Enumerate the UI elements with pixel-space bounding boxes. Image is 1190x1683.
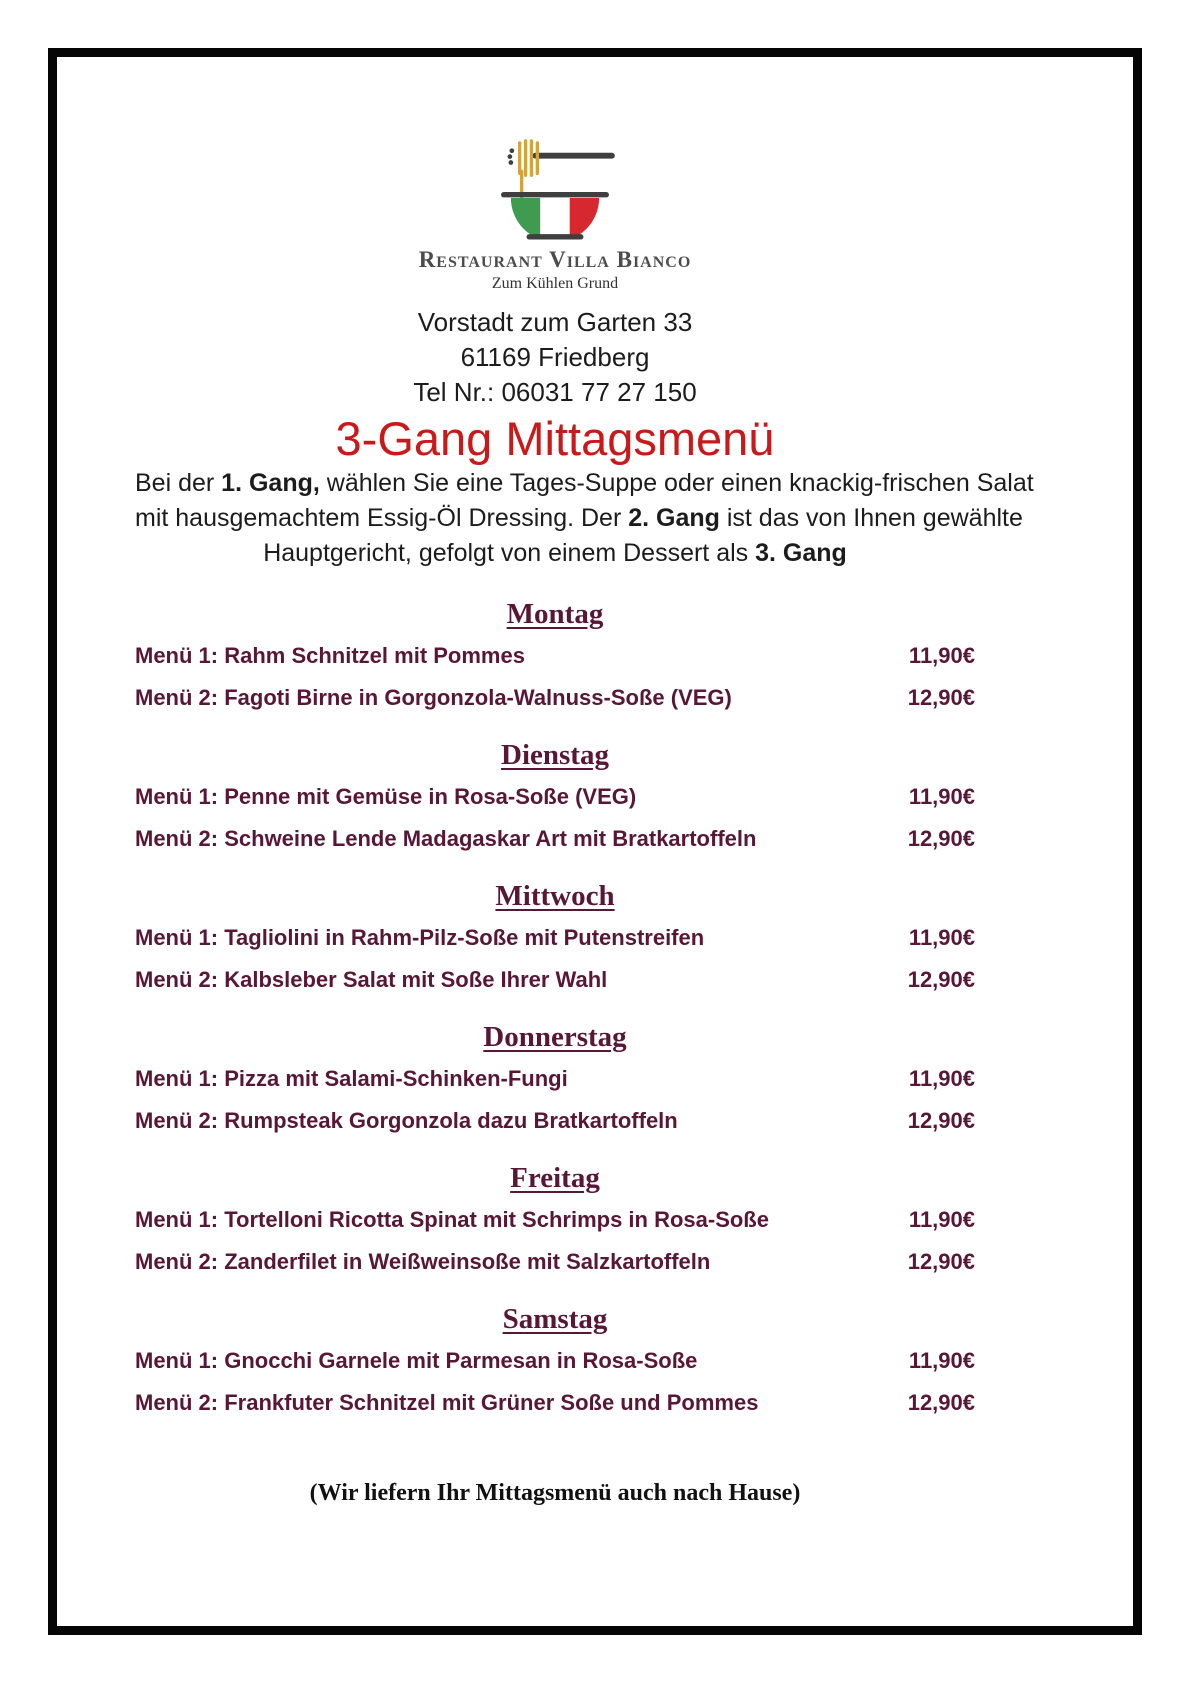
day-heading: Samstag <box>502 1303 608 1335</box>
menu-item-price: 11,90€ <box>908 1348 975 1373</box>
menu-item-price: 12,90€ <box>907 1390 975 1415</box>
intro-segment: Bei der <box>135 469 222 497</box>
menu-item-row <box>135 917 975 959</box>
menu-item-row <box>135 1382 975 1424</box>
menu-item-row <box>135 1058 975 1100</box>
menu-item-price: 12,90€ <box>907 826 975 851</box>
menu-item-price: 11,90€ <box>908 925 975 950</box>
intro-line <box>135 501 1023 536</box>
menu-item-price: 11,90€ <box>908 784 975 809</box>
address-street: Vorstadt zum Garten 33 <box>417 307 693 337</box>
day-heading: Mittwoch <box>495 880 615 912</box>
menu-content <box>135 0 1034 1507</box>
day-section <box>135 1299 975 1424</box>
menu-item-row <box>135 635 975 677</box>
intro-segment: ist das von Ihnen gewählte <box>719 504 1023 532</box>
restaurant-tagline: Zum Kühlen Grund <box>491 275 619 292</box>
day-heading: Freitag <box>510 1162 600 1194</box>
address-block <box>135 305 975 410</box>
menu-days <box>135 594 975 1424</box>
intro-segment: Hauptgericht, gefolgt von einem Dessert als <box>263 539 756 567</box>
menu-item-row <box>135 818 975 860</box>
menu-item-label: Menü 2: Fagoti Birne in Gorgonzola-Walnuss-Soße (VEG) <box>135 685 732 710</box>
menu-item-price: 11,90€ <box>908 1066 975 1091</box>
intro-line <box>135 466 1034 501</box>
intro-line <box>135 536 975 571</box>
menu-item-row <box>135 1100 975 1142</box>
menu-item-label: Menü 1: Penne mit Gemüse in Rosa-Soße (VEG) <box>135 784 637 809</box>
phone-number: Tel Nr.: 06031 77 27 150 <box>413 377 697 407</box>
menu-item-row <box>135 677 975 719</box>
day-heading: Donnerstag <box>483 1021 627 1053</box>
day-section <box>135 1017 975 1142</box>
menu-item-label: Menü 1: Pizza mit Salami-Schinken-Fungi <box>135 1066 568 1091</box>
intro-bold-segment: 1. Gang, <box>221 469 320 497</box>
menu-item-row <box>135 1199 975 1241</box>
menu-item-label: Menü 2: Zanderfilet in Weißweinsoße mit Salzkartoffeln <box>135 1249 711 1274</box>
restaurant-name: Restaurant Villa Bianco <box>418 247 692 272</box>
pasta-bowl-icon <box>480 138 630 241</box>
menu-item-price: 11,90€ <box>908 1207 975 1232</box>
menu-item-row <box>135 959 975 1001</box>
menu-item-label: Menü 2: Kalbsleber Salat mit Soße Ihrer Wahl <box>135 967 608 992</box>
day-section <box>135 876 975 1001</box>
day-heading: Dienstag <box>501 739 609 771</box>
menu-item-label: Menü 2: Schweine Lende Madagaskar Art mit Bratkartoffeln <box>135 826 757 851</box>
page-title: 3-Gang Mittagsmenü <box>335 412 775 465</box>
day-heading: Montag <box>506 598 604 630</box>
menu-item-row <box>135 776 975 818</box>
intro-bold-segment: 3. Gang <box>755 539 847 567</box>
delivery-note: (Wir liefern Ihr Mittagsmenü auch nach Hause) <box>309 1480 801 1506</box>
intro-segment: wählen Sie eine Tages-Suppe oder einen knackig-frischen Salat <box>319 469 1034 497</box>
menu-item-label: Menü 1: Tortelloni Ricotta Spinat mit Schrimps in Rosa-Soße <box>135 1207 769 1232</box>
menu-item-row <box>135 1340 975 1382</box>
day-section <box>135 1158 975 1283</box>
menu-item-price: 12,90€ <box>907 1249 975 1274</box>
intro-segment: mit hausgemachtem Essig-Öl Dressing. Der <box>135 504 629 532</box>
day-section <box>135 735 975 860</box>
intro-paragraph <box>135 466 1034 571</box>
menu-item-price: 12,90€ <box>907 685 975 710</box>
menu-item-row <box>135 1241 975 1283</box>
menu-item-label: Menü 2: Rumpsteak Gorgonzola dazu Bratkartoffeln <box>135 1108 678 1133</box>
menu-item-label: Menü 1: Tagliolini in Rahm-Pilz-Soße mit Putenstreifen <box>135 925 705 950</box>
menu-item-label: Menü 1: Gnocchi Garnele mit Parmesan in Rosa-Soße <box>135 1348 698 1373</box>
intro-bold-segment: 2. Gang <box>628 504 720 532</box>
menu-item-price: 12,90€ <box>907 967 975 992</box>
menu-item-label: Menü 1: Rahm Schnitzel mit Pommes <box>135 643 525 668</box>
menu-item-price: 12,90€ <box>907 1108 975 1133</box>
day-section <box>135 594 975 719</box>
menu-item-label: Menü 2: Frankfuter Schnitzel mit Grüner Soße und Pommes <box>135 1390 759 1415</box>
address-city: 61169 Friedberg <box>460 342 650 372</box>
menu-item-price: 11,90€ <box>908 643 975 668</box>
